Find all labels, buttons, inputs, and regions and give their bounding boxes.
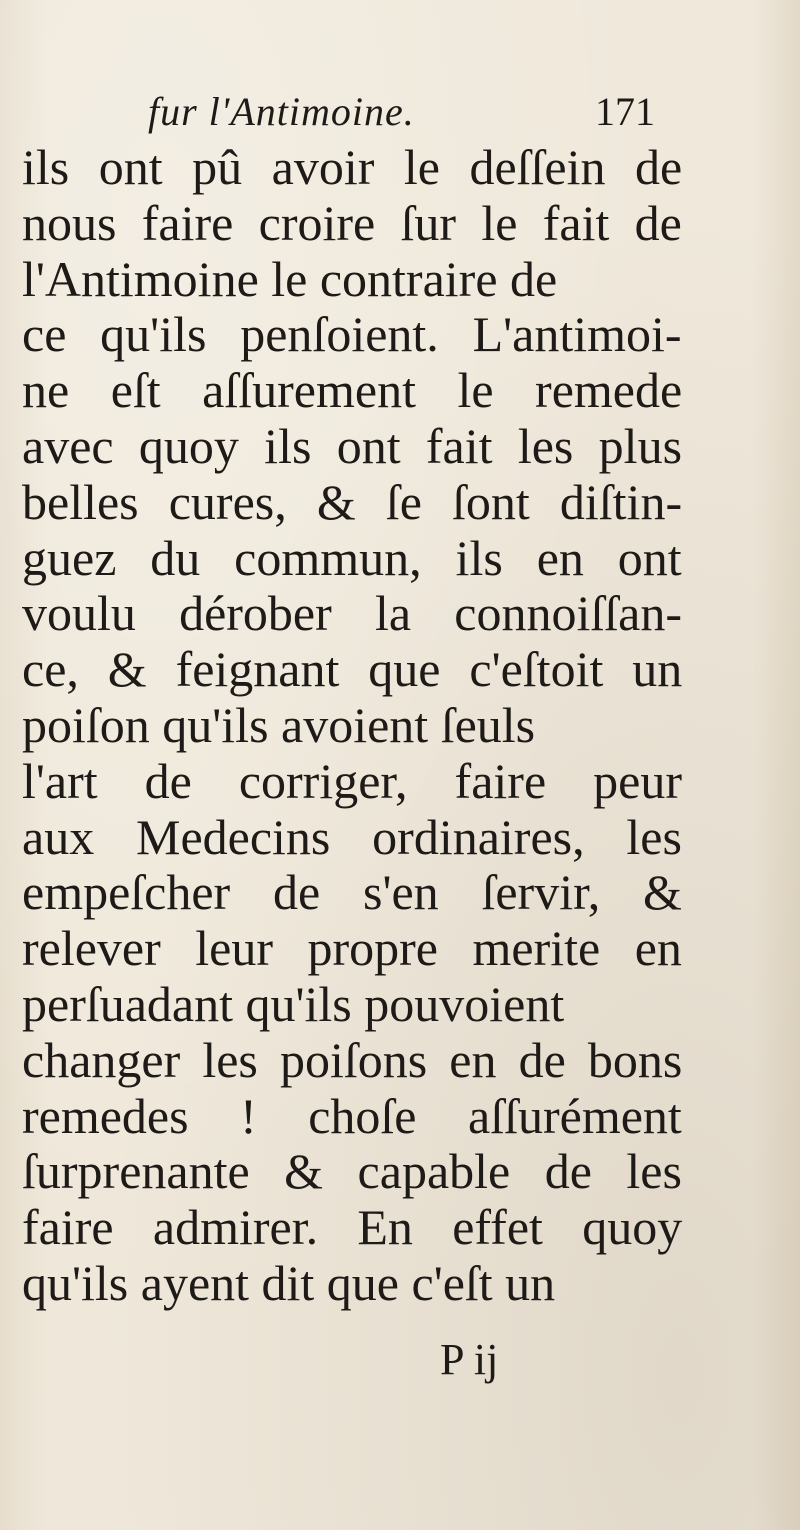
text-line: guez du commun, ils en ont <box>22 529 682 586</box>
text-line: relever leur propre merite en <box>22 920 682 977</box>
text-line: nous faire croire ſur le fait de <box>22 194 682 251</box>
text-line: ſurprenante & capable de les <box>22 1143 682 1200</box>
text-line: l'Antimoine le contraire de <box>22 250 558 307</box>
text-line: changer les poiſons en de bons <box>22 1031 683 1088</box>
text-line: ne eſt aſſurement le remede <box>22 362 683 419</box>
page-header <box>0 88 800 140</box>
running-title: fur l'Antimoine. <box>148 89 415 134</box>
text-line: empeſcher de s'en ſervir, & <box>22 864 682 921</box>
page-number: 171 <box>595 89 655 134</box>
text-line: belles cures, & ſe ſont diſtin- <box>22 473 683 530</box>
text-line: avec quoy ils ont fait les plus <box>22 417 683 474</box>
text-line: faire admirer. En effet quoy <box>22 1199 683 1256</box>
text-line: ils ont pû avoir le deſſein de <box>22 139 683 195</box>
signature-mark: P ij <box>440 1335 499 1384</box>
text-line: ce, & feignant que c'eſtoit un <box>22 641 683 698</box>
text-line: poiſon qu'ils avoient ſeuls <box>22 696 536 753</box>
text-line: l'art de corriger, faire peur <box>22 752 682 809</box>
text-line: voulu dérober la connoiſſan- <box>22 585 682 642</box>
text-line: aux Medecins ordinaires, les <box>22 808 682 865</box>
text-line: perſuadant qu'ils pouvoient <box>22 975 565 1032</box>
text-line: ce qu'ils penſoient. L'antimoi- <box>22 306 682 363</box>
text-line: qu'ils ayent dit que c'eſt un <box>22 1254 556 1311</box>
body-text <box>22 140 682 1312</box>
text-line: remedes ! choſe aſſurément <box>22 1087 682 1144</box>
